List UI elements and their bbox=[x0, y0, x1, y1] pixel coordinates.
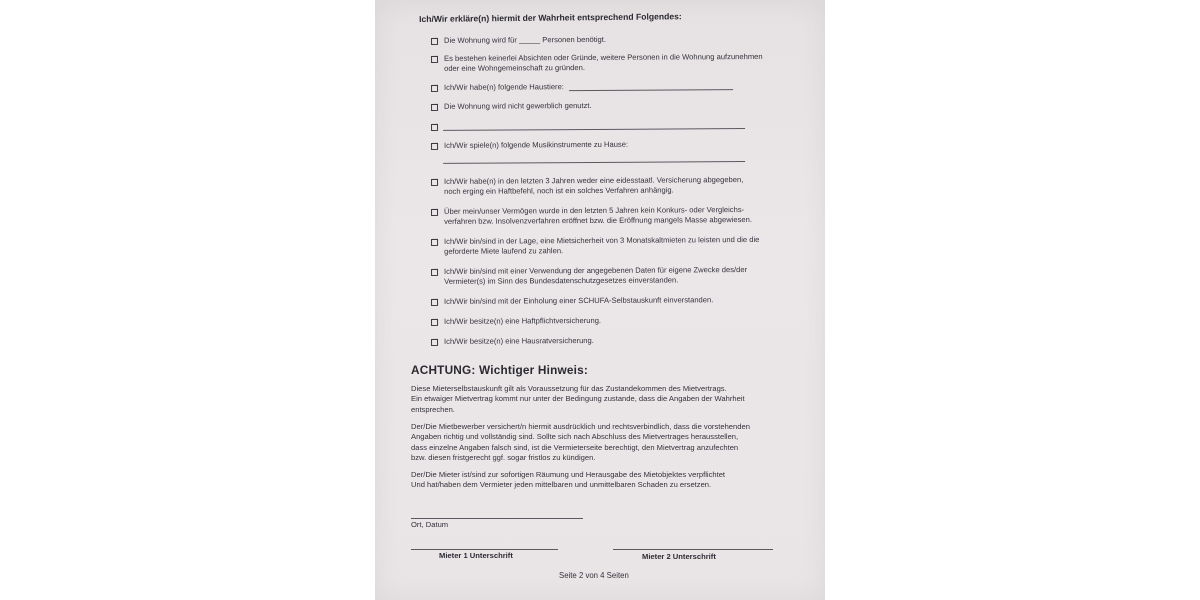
checklist-item-text: Ich/Wir habe(n) in den letzten 3 Jahren weder eine eidesstaatl. Versicherung abgegeben, noch erging ein Haftbefehl, noch ist ein solches Verfahren anhängig. bbox=[443, 175, 744, 196]
checkbox-not-commercial[interactable] bbox=[431, 104, 438, 111]
checklist-item-text: Ich/Wir habe(n) folgende Haustiere: bbox=[443, 82, 564, 92]
checklist-item-text: Über mein/unser Vermögen wurde in den letzten 5 Jahren kein Konkurs- oder Vergleichs- verfahren bzw. Insolvenzverfahren eröffnet bzw. die Eröffnung mangels Masse abgewiesen. bbox=[443, 205, 752, 226]
checkbox-blank[interactable] bbox=[431, 124, 438, 131]
checkbox-deposit[interactable] bbox=[431, 239, 438, 246]
checklist-item-not-commercial bbox=[427, 100, 777, 111]
checklist-item-text: Ich/Wir spiele(n) folgende Musikinstrumente zu Hause: bbox=[443, 139, 629, 150]
checklist-item-text: Ich/Wir besitze(n) eine Haftpflichtversicherung. bbox=[443, 315, 602, 326]
checklist-item-household-insurance bbox=[427, 335, 777, 346]
warning-paragraph: Der/Die Mieter ist/sind zur sofortigen Räumung und Herausgabe des Mietobjektes verpflichtet Und hat/haben dem Vermieter jeden mittelbaren und unmittelbaren Schaden zu ersetzen. bbox=[411, 470, 726, 490]
checkbox-affidavit[interactable] bbox=[431, 179, 438, 186]
checklist-item-persons bbox=[427, 34, 777, 45]
warning-paragraph: Diese Mieterselbstauskunft gilt als Voraussetzung für das Zustandekommen des Mietvertrags. Ein etwaiger Mietvertrag kommt nur unter der Bedingung zustande, dass die Angaben der Wahrheit entsprechen. bbox=[411, 384, 745, 414]
place-date-line[interactable] bbox=[411, 518, 583, 519]
checklist-item-deposit bbox=[427, 234, 777, 256]
page-number: Seite 2 von 4 Seiten bbox=[559, 571, 629, 580]
instruments-fill-line[interactable] bbox=[443, 161, 745, 164]
checklist-item-blank bbox=[427, 120, 777, 122]
checklist-item-text: Ich/Wir besitze(n) eine Hausratversicherung. bbox=[443, 335, 594, 346]
checkbox-insolvency[interactable] bbox=[431, 209, 438, 216]
warning-title: ACHTUNG: Wichtiger Hinweis: bbox=[411, 363, 589, 377]
checklist-item-pets bbox=[427, 81, 777, 92]
checklist-item-liability-insurance bbox=[427, 315, 777, 326]
tenant2-signature-label: Mieter 2 Unterschrift bbox=[642, 552, 716, 561]
checkbox-no-extra-persons[interactable] bbox=[431, 56, 438, 63]
tenant1-signature-line[interactable] bbox=[411, 549, 558, 550]
tenant1-signature-label: Mieter 1 Unterschrift bbox=[439, 551, 513, 560]
checklist-item-text bbox=[444, 120, 778, 122]
tenant2-signature-line[interactable] bbox=[613, 549, 773, 550]
checklist-item-text: Ich/Wir bin/sind mit der Einholung einer SCHUFA-Selbstauskunft einverstanden. bbox=[443, 295, 714, 306]
checkbox-liability-insurance[interactable] bbox=[431, 319, 438, 326]
checklist-item-text: Ich/Wir bin/sind mit einer Verwendung der angegebenen Daten für eigene Zwecke des/der Vermieter(s) im Sinn des Bundesdatenschutzgesetzes einverstanden. bbox=[443, 265, 748, 286]
checklist-item-text: Die Wohnung wird nicht gewerblich genutzt. bbox=[443, 100, 592, 111]
checkbox-instruments[interactable] bbox=[431, 143, 438, 150]
checkbox-schufa[interactable] bbox=[431, 299, 438, 306]
declaration-heading: Ich/Wir erkläre(n) hiermit der Wahrheit entsprechend Folgendes: bbox=[419, 11, 682, 24]
checklist-item-text: Es bestehen keinerlei Absichten oder Gründe, weitere Personen in die Wohnung aufzunehmen oder eine Wohngemeinschaft zu gründen. bbox=[443, 51, 763, 73]
checklist-item-affidavit bbox=[427, 175, 777, 196]
checklist-item-text: Ich/Wir bin/sind in der Lage, eine Mietsicherheit von 3 Monatskaltmieten zu leisten und die die geforderte Miete laufend zu zahlen. bbox=[443, 234, 760, 256]
warning-paragraph: Der/Die Mietbewerber versichert/n hiermit ausdrücklich und rechtsverbindlich, dass die vorstehenden Angaben richtig und vollständig sind. Sollte sich nach Abschluss des Mietvertrages herausstellen, dass einzelne Angaben falsch sind, ist die Vermieterseite berechtigt, den Mietvertrag anzufechten bzw. diesen fristgerecht ggf. sogar fristlos zu kündigen. bbox=[411, 422, 750, 462]
place-date-label: Ort, Datum bbox=[411, 520, 449, 529]
checklist-item-text: Die Wohnung wird für _____ Personen benötigt. bbox=[443, 34, 607, 45]
checklist-item-no-extra-persons bbox=[427, 51, 777, 73]
checklist-item-data-use bbox=[427, 265, 777, 286]
checkbox-pets[interactable] bbox=[431, 85, 438, 92]
blank-fill-line[interactable] bbox=[443, 128, 745, 131]
document-page bbox=[375, 0, 825, 600]
checkbox-data-use[interactable] bbox=[431, 269, 438, 276]
checklist-item-insolvency bbox=[427, 205, 777, 226]
checklist-item-schufa bbox=[427, 295, 777, 306]
checkbox-household-insurance[interactable] bbox=[431, 339, 438, 346]
checkbox-persons[interactable] bbox=[431, 38, 438, 45]
checklist-item-instruments bbox=[427, 139, 777, 150]
